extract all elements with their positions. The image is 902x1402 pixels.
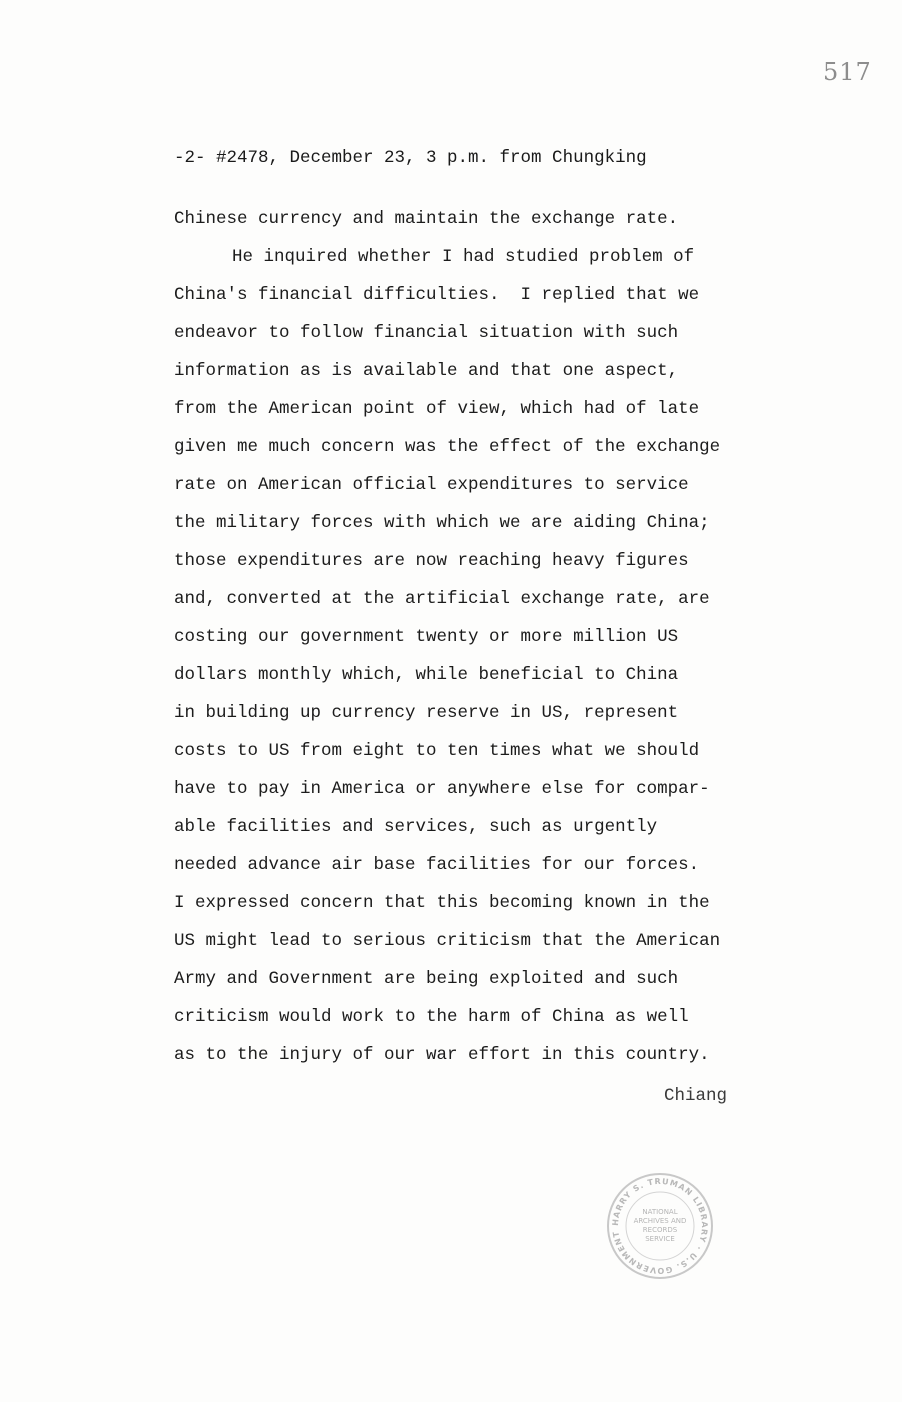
body-line: costing our government twenty or more million US (174, 627, 679, 647)
body-line: He inquired whether I had studied problem of (232, 247, 695, 267)
document-header: -2- #2478, December 23, 3 p.m. from Chungking (174, 148, 647, 168)
stamp-inner-line: RECORDS (642, 1226, 678, 1234)
page-number: 517 (823, 58, 872, 86)
body-line: dollars monthly which, while beneficial to China (174, 665, 679, 685)
stamp-inner-line: NATIONAL (642, 1208, 678, 1216)
body-line: able facilities and services, such as urgently (174, 817, 658, 837)
body-line: given me much concern was the effect of the exchange (174, 437, 721, 457)
body-line: China's financial difficulties. I replied that we (174, 285, 700, 305)
body-line: information as is available and that one aspect, (174, 361, 679, 381)
body-line: as to the injury of our war effort in this country. (174, 1045, 710, 1065)
stamp-outer-text: HARRY S. TRUMAN LIBRARY · U.S. GOVERNMENT (610, 1176, 710, 1276)
body-line: those expenditures are now reaching heavy figures (174, 551, 689, 571)
body-line: and, converted at the artificial exchange rate, are (174, 589, 710, 609)
body-line: criticism would work to the harm of China as well (174, 1007, 689, 1027)
body-line: needed advance air base facilities for our forces. (174, 855, 700, 875)
stamp-inner-line: ARCHIVES AND (633, 1217, 687, 1225)
body-line: have to pay in America or anywhere else for compar- (174, 779, 710, 799)
body-line: rate on American official expenditures to service (174, 475, 689, 495)
signature-name: Chiang (664, 1086, 728, 1106)
body-line: from the American point of view, which had of late (174, 399, 700, 419)
archive-stamp (604, 1170, 716, 1282)
body-line: I expressed concern that this becoming known in the (174, 893, 710, 913)
stamp-inner-line: SERVICE (645, 1235, 675, 1243)
body-line: the military forces with which we are aiding China; (174, 513, 710, 533)
body-line: costs to US from eight to ten times what we should (174, 741, 700, 761)
body-line: endeavor to follow financial situation with such (174, 323, 679, 343)
body-line: Army and Government are being exploited and such (174, 969, 679, 989)
body-line: in building up currency reserve in US, represent (174, 703, 679, 723)
body-line: Chinese currency and maintain the exchange rate. (174, 209, 679, 229)
body-line: US might lead to serious criticism that the American (174, 931, 721, 951)
